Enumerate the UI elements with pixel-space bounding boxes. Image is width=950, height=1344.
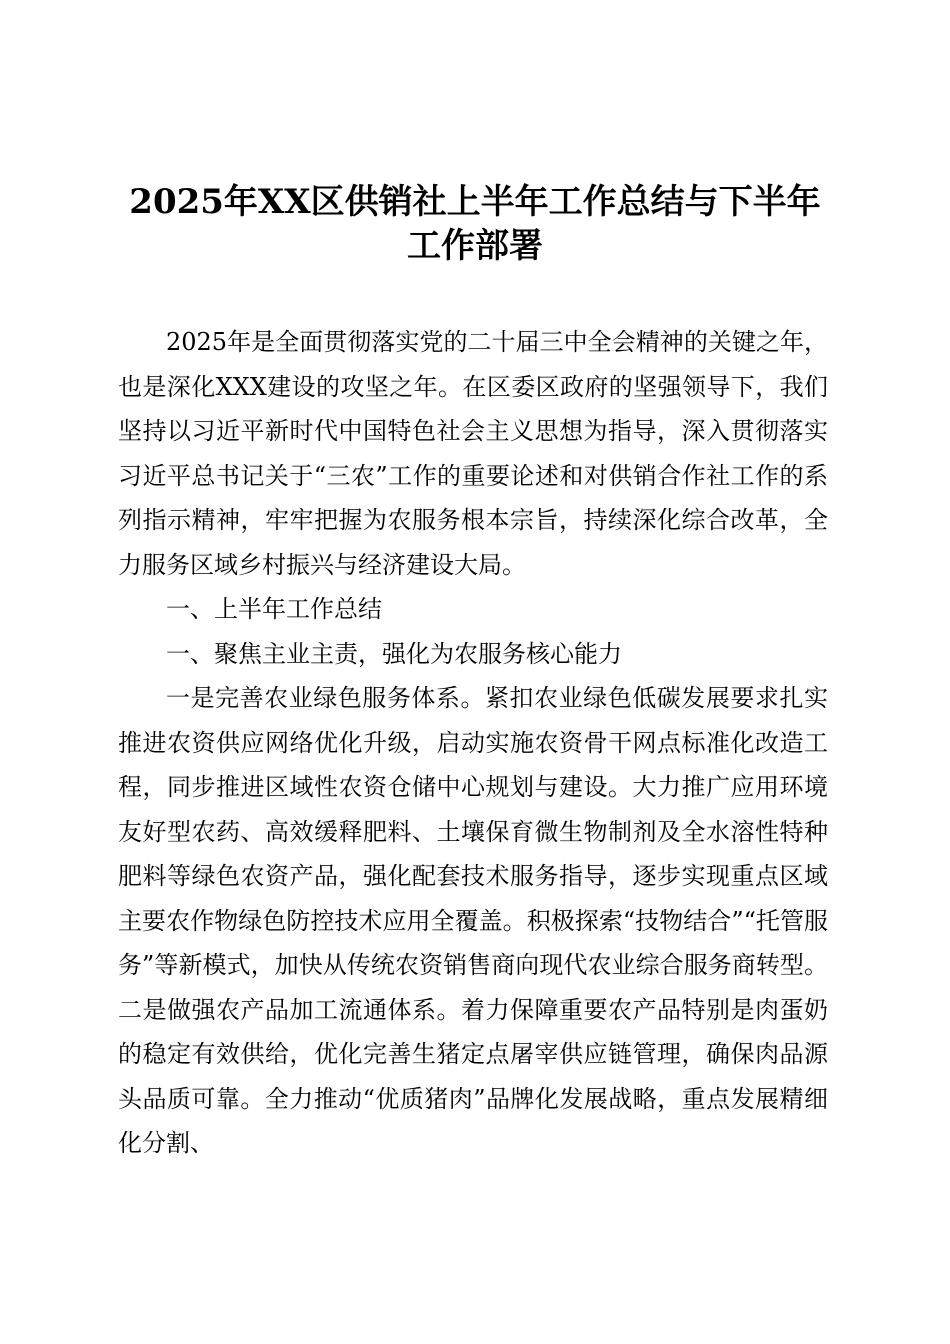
body-paragraph: 一是完善农业绿色服务体系。紧扣农业绿色低碳发展要求扎实推进农资供应网络优化升级，启动实施农资骨干网点标准化改造工程，同步推进区域性农资仓储中心规划与建设。大力推广应用环境友好型农药、高效缓释肥料、土壤保育微生物制剂及全水溶性特种肥料等绿色农资产品，强化配套技术服务指导，逐步实现重点区域主要农作物绿色防控技术应用全覆盖。积极探索“技物结合”“托管服务”等新模式，加快从传统农资销售商向现代农业综合服务商转型。二是做强农产品加工流通体系。着力保障重要农产品特别是肉蛋奶的稳定有效供给，优化完善生猪定点屠宰供应链管理，确保肉品源头品质可靠。全力推动“优质猪肉”品牌化发展战略，重点发展精细化分割、 [118, 684, 828, 1157]
document-title-line-2: 工作部署 [407, 226, 543, 266]
document-title-line-1: 2025年XX区供销社上半年工作总结与下半年 [129, 182, 821, 222]
intro-paragraph: 2025年是全面贯彻落实党的二十届三中全会精神的关键之年，也是深化XXX建设的攻坚之年。在区委区政府的坚强领导下，我们坚持以习近平新时代中国特色社会主义思想为指导，深入贯彻落实习近平总书记关于“三农”工作的重要论述和对供销合作社工作的系列指示精神，牢牢把握为农服务根本宗旨，持续深化综合改革，全力服务区域乡村振兴与经济建设大局。 [118, 328, 828, 579]
subsection-heading: 一、聚焦主业主责，强化为农服务核心能力 [166, 639, 622, 668]
document-body [118, 320, 828, 1166]
section-heading: 一、上半年工作总结 [166, 595, 382, 623]
